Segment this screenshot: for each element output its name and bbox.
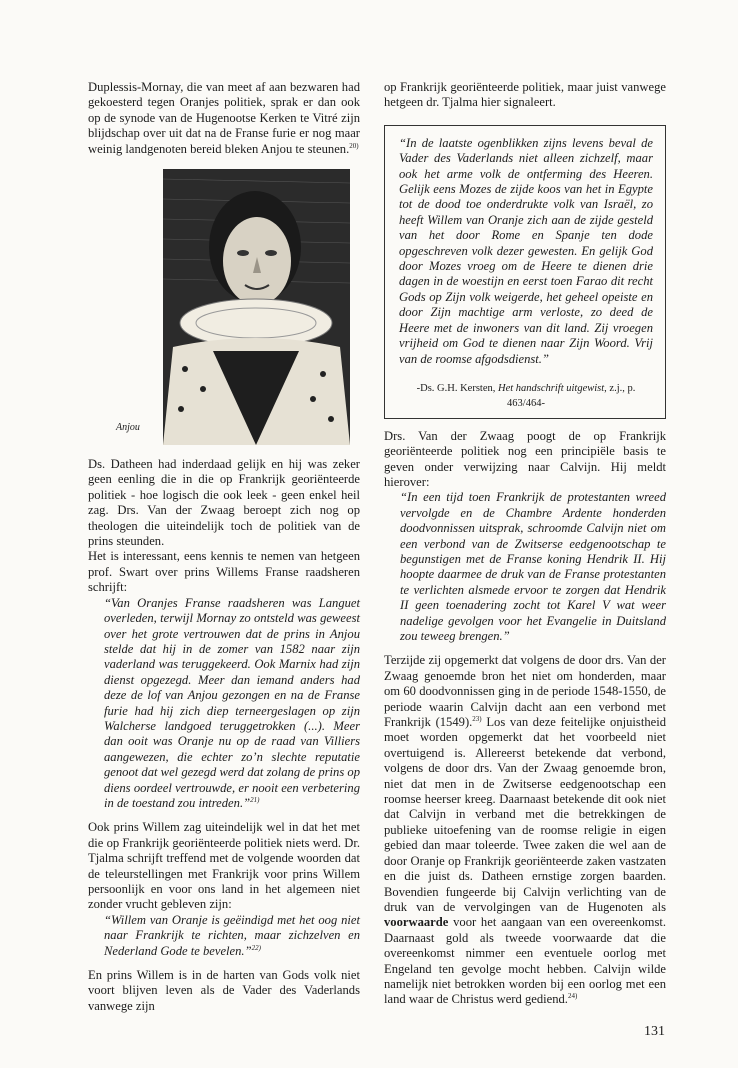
portrait-image-anjou	[163, 169, 350, 445]
quote-box	[384, 125, 666, 419]
paragraph: Terzijde zij opgemerkt dat volgens de door drs. Van der Zwaag genoemde bron het niet om honderden, maar om 60 doodvonnissen ging in de periode 1548-1550, de periode waarin Calvijn dacht aan een verbond met Frankrijk (1549).$^{23)}$ Los van deze feitelijke onjuistheid moet worden opgemerkt dat het voorbeeld niet overtuigend is. Allereerst betekende dat verbond, volgens de door drs. Van der Zwaag genoemde bron, niet dat men in de Zwitserse eedgenootschap een roomse heerser kreeg. Daarnaast betekende dit ook niet dat Calvijn in verband met die betrekkingen de publieke uitoefening van de roomse religie in eigen gebied dan maar toleerde. Twee zaken die wel aan de door Oranje op Frankrijk georiënteerde zaken vastzaten en die juist ds. Datheen ernstige zorgen baarden. Bovendien fungeerde bij Calvijn verlichting van de druk van de vervolgingen van de Hugenoten als voorwaarde voor het aangaan van een overeenkomst. Daarnaast gold als tweede voorwaarde dat die overeenkomst nimmer een eventuele oorlog met Engeland ten gevolge mocht hebben. Calvijn wilde namelijk niet betrokken worden bij een oorlog met een land waar de Christus werd gediend.$^{24)}$	[384, 653, 666, 1007]
paragraph: Ook prins Willem zag uiteindelijk wel in dat het met die op Frankrijk georiënteerde politiek niets werd. Dr. Tjalma schrijft treffend met de volgende woorden dat de teleurstellingen met Frankrijk voor prins Willem persoonlijk en voor ons land in het algemeen niet zonder vrucht gebleven zijn:	[88, 820, 360, 912]
boxed-quote: “In de laatste ogenblikken zijns levens beval de Vader des Vaderlands niet alleen zichzelf, maar ook het arme volk de ontferming des Heeren. Gelijk eens Mozes de zijde koos van het in Egypte tot de dood toe onderdrukte volk van Israël, zo heeft Willem van Oranje zich aan de zijde gesteld van het door Rome en Spanje ten dode opgeschreven volk dezer gewesten. En gelijk God door Mozes vroeg om de Heere te dienen drie dagen in de woestijn en eerst toen Farao dit recht Gods op Zijn volk weigerde, het geheel opeiste en door Zijn machtige arm verloste, zo deed de Heere met de inwoners van dit land. Zij vroegen vrijheid om God te dienen naar Zijn Woord. Vrij van de roomse afgodsdienst.”	[399, 135, 653, 366]
paragraph: Drs. Van der Zwaag poogt de op Frankrijk georiënteerde politiek nog een principiële basis te geven onder verwijzing naar Calvijn. Hij meldt hierover:	[384, 428, 666, 489]
block-quote: “Van Oranjes Franse raadsheren was Languet overleden, terwijl Mornay zo ontsteld was geweest over het grote vertrouwen dat de prins in Anjou stelde dat hij in de zomer van 1582 naar zijn vaderland was teruggekeerd. Ook Marnix had zijn dienst opgezegd. Meer dan iemand anders had deze de lof van Anjou gezongen en na de Franse furie had hij zich diep terneergeslagen op zijn Walcherse landgoed teruggetrokken (...). Meer dan ooit was Oranje nu op de raad van Villiers aangewezen, die echter zo’n slechte reputatie genoot dat wel gezegd werd dat zolang de prins op diens oordeel vertrouwde, er nooit een verbetering in de toestand zou intreden.”$^{21)}$	[104, 595, 360, 810]
paragraph: En prins Willem is in de harten van Gods volk niet voort blijven leven als de Vader des Vaderlands vanwege zijn	[88, 968, 360, 1013]
footnote-ref: 23)	[472, 714, 482, 723]
block-quote: “In een tijd toen Frankrijk de protestanten wreed vervolgde en de Chambre Ardente honderden doodvonnissen uitsprak, schroomde Calvijn niet om een verbond van de Zwitserse eedgenootschap te begunstigen met de Franse koning Hendrik II. Hij hoopte daarmee de druk van de Franse protestanten te verlichten alsmede ervoor te zorgen dat Hendrik II geen toenadering zocht tot Karel V wat weer nadelige gevolgen voor het Evangelie in Duitsland zou teweeg brengen.”	[400, 490, 666, 643]
block-quote: “Willem van Oranje is geëindigd met het oog niet naar Frankrijk te richten, maar zichzelven en Nederland Gode te bevelen.”$^{22)}$	[104, 912, 360, 958]
paragraph: Ds. Datheen had inderdaad gelijk en hij was zeker geen eenling die in die op Frankrijk georiënteerde politiek - hoe logisch die ook leek - geen enkel heil zag. Drs. Van der Zwaag beroept zich nog op theologen die uiteindelijk toch de politiek van de prins steunden.	[88, 457, 360, 549]
paragraph: Duplessis-Mornay, die van meet af aan bezwaren had gekoesterd tegen Oranjes politiek, sprak er dan ook op de synode van de Hugenootse Kerken te Vitré zijn blijdschap over uit dat na de Franse furie er nog maar weinig landgenoten bereid bleken Anjou te steunen.$^{20)}$	[88, 80, 360, 156]
left-column	[88, 80, 360, 1014]
emphasis: voorwaarde	[384, 915, 449, 930]
footnote-ref: 21)	[250, 795, 260, 804]
footnote-ref: 24)	[567, 992, 578, 1001]
footnote-ref: 22)	[251, 943, 261, 952]
quote-source: -Ds. G.H. Kersten, Het handschrift uitgewist, z.j., p. 463/464-	[416, 382, 636, 410]
figure	[88, 169, 360, 447]
right-column	[384, 80, 666, 1008]
footnote-ref: 20)	[349, 141, 359, 150]
figure-caption: Anjou	[116, 421, 140, 433]
paragraph: Het is interessant, eens kennis te nemen van hetgeen prof. Swart over prins Willems Franse raadsheren schrijft:	[88, 549, 360, 595]
paragraph: op Frankrijk georiënteerde politiek, maar juist vanwege hetgeen dr. Tjalma hier signaleert.	[384, 80, 666, 110]
page-number: 131	[644, 1024, 665, 1039]
